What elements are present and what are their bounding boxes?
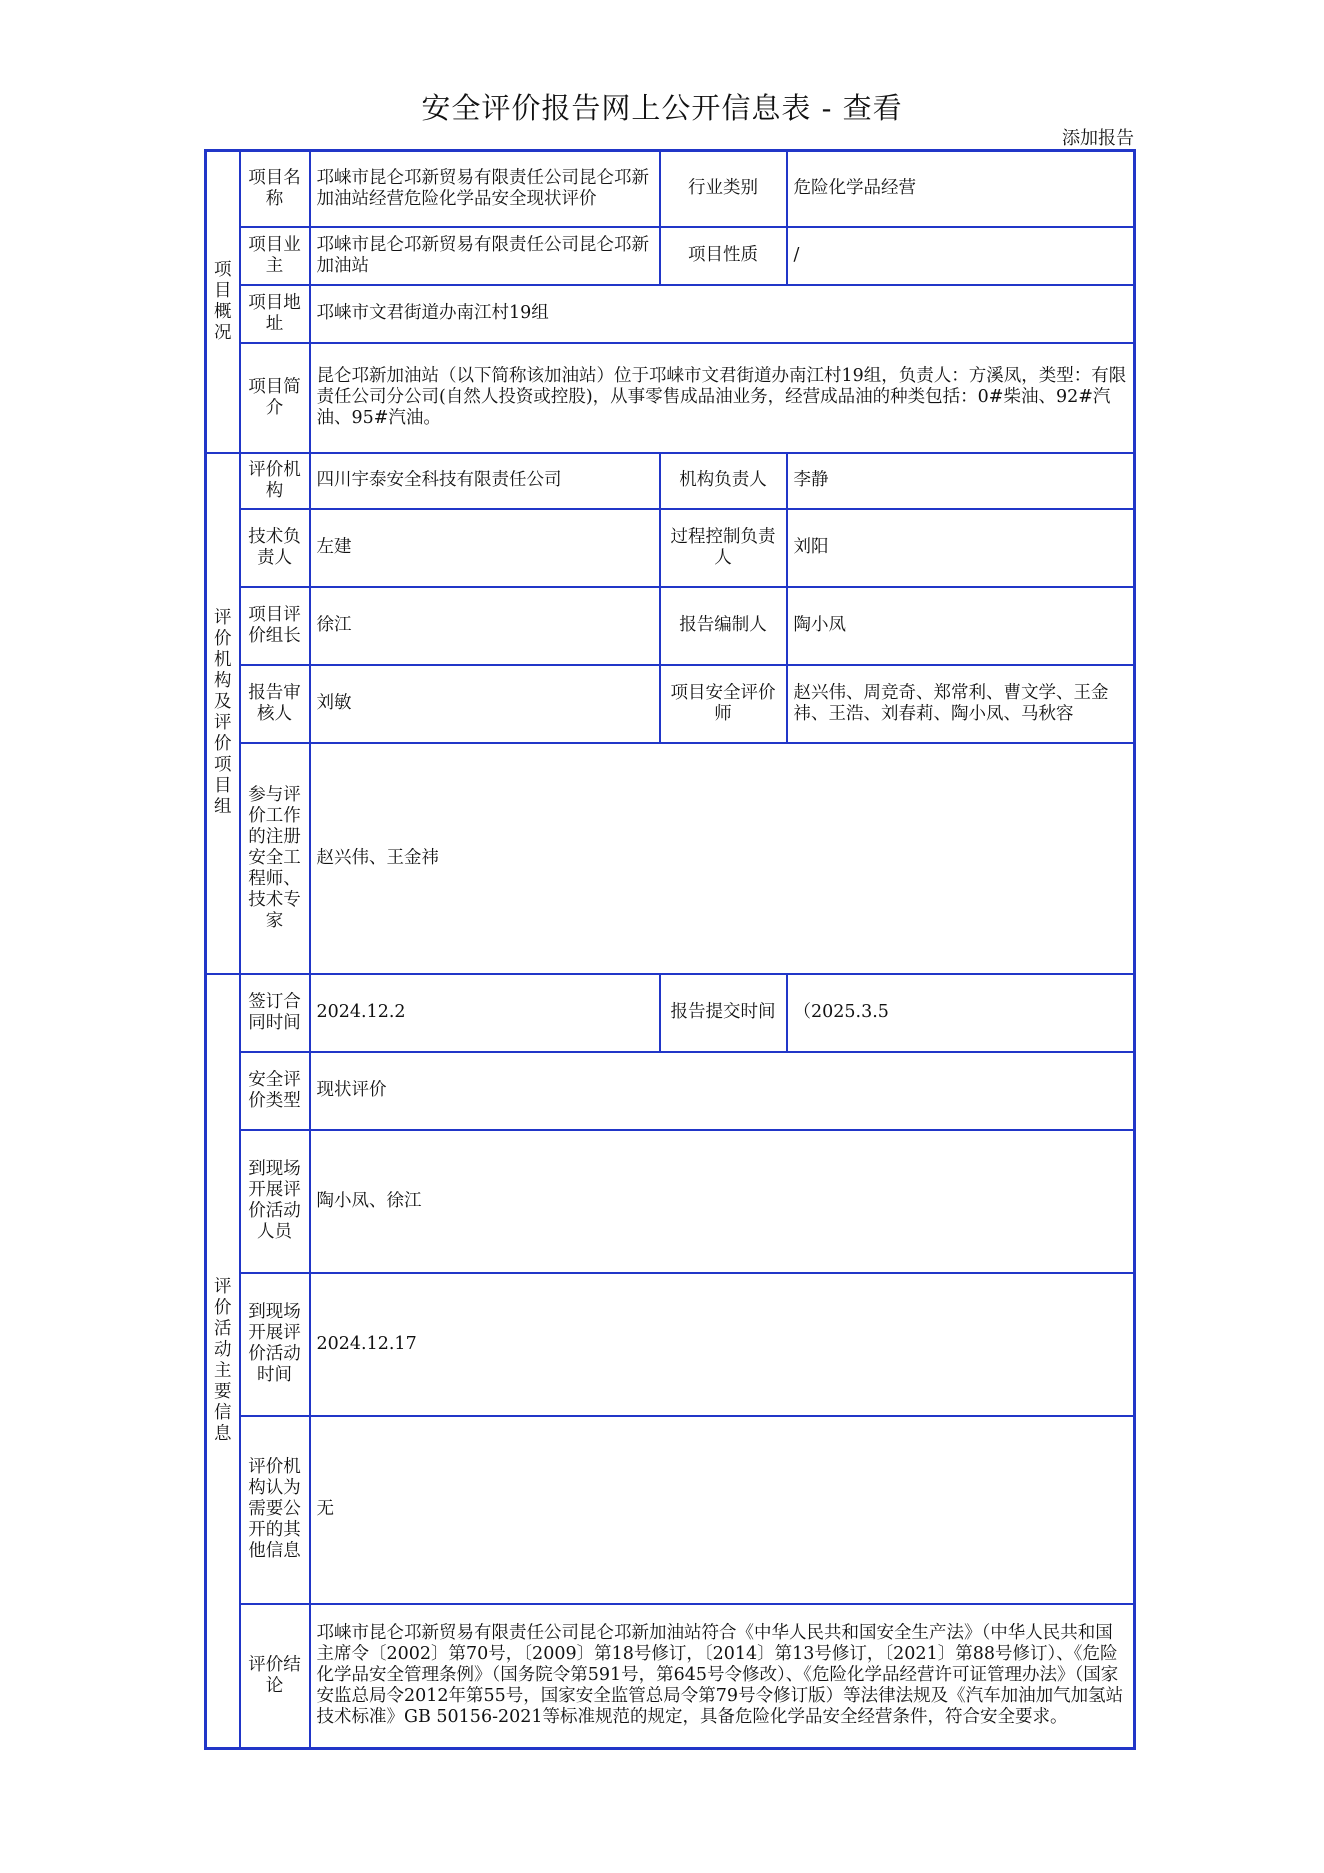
onsite-time-label: 到现场开展评价活动时间 [240,1273,310,1416]
tech-head-value: 左建 [310,509,660,587]
project-address-value: 邛崃市文君街道办南江村19组 [310,285,1135,343]
project-address-label: 项目地址 [240,285,310,343]
project-name-value: 邛崃市昆仑邛新贸易有限责任公司昆仑邛新加油站经营危险化学品安全现状评价 [310,151,660,227]
process-head-label: 过程控制负责人 [660,509,787,587]
agency-label: 评价机构 [240,453,310,509]
info-table [204,149,1136,1750]
report-reviewer-value: 刘敏 [310,665,660,743]
assessment-type-value: 现状评价 [310,1052,1135,1130]
engineers-value: 赵兴伟、王金祎 [310,743,1135,974]
conclusion-label: 评价结论 [240,1604,310,1749]
engineers-label: 参与评价工作的注册安全工程师、技术专家 [240,743,310,974]
project-owner-value: 邛崃市昆仑邛新贸易有限责任公司昆仑邛新加油站 [310,227,660,285]
process-head-value: 刘阳 [787,509,1135,587]
table-row [206,743,1135,974]
section-org-label: 评价机构及评价项目组 [206,453,240,974]
industry-label: 行业类别 [660,151,787,227]
table-row [206,1130,1135,1273]
submit-time-label: 报告提交时间 [660,974,787,1052]
tech-head-label: 技术负责人 [240,509,310,587]
page-title: 安全评价报告网上公开信息表 - 查看 [421,91,903,125]
table-row [206,343,1135,453]
table-row [206,453,1135,509]
submit-time-value: （2025.3.5 [787,974,1135,1052]
table-row [206,1604,1135,1749]
table-row [206,1052,1135,1130]
other-info-value: 无 [310,1416,1135,1604]
team-leader-value: 徐江 [310,587,660,665]
assessment-type-label: 安全评价类型 [240,1052,310,1130]
onsite-staff-label: 到现场开展评价活动人员 [240,1130,310,1273]
table-row [206,151,1135,227]
safety-assessors-value: 赵兴伟、周竞奇、郑常利、曹文学、王金祎、王浩、刘春莉、陶小凤、马秋容 [787,665,1135,743]
table-row [206,1416,1135,1604]
table-row [206,509,1135,587]
table-row [206,665,1135,743]
project-owner-label: 项目业主 [240,227,310,285]
table-row [206,974,1135,1052]
onsite-time-value: 2024.12.17 [310,1273,1135,1416]
table-row [206,227,1135,285]
section-overview-label: 项目概况 [206,151,240,453]
project-nature-label: 项目性质 [660,227,787,285]
agency-value: 四川宇泰安全科技有限责任公司 [310,453,660,509]
contract-time-label: 签订合同时间 [240,974,310,1052]
project-name-label: 项目名称 [240,151,310,227]
table-row [206,1273,1135,1416]
report-compiler-value: 陶小凤 [787,587,1135,665]
table-row [206,285,1135,343]
safety-assessors-label: 项目安全评价师 [660,665,787,743]
project-intro-value: 昆仑邛新加油站（以下简称该加油站）位于邛崃市文君街道办南江村19组，负责人：方溪凤，类型：有限责任公司分公司(自然人投资或控股)，从事零售成品油业务，经营成品油的种类包括：0#柴油、92#汽油、95#汽油。 [310,343,1135,453]
report-reviewer-label: 报告审核人 [240,665,310,743]
industry-value: 危险化学品经营 [787,151,1135,227]
onsite-staff-value: 陶小凤、徐江 [310,1130,1135,1273]
other-info-label: 评价机构认为需要公开的其他信息 [240,1416,310,1604]
add-report-link[interactable]: 添加报告 [1062,128,1134,149]
section-activity-label: 评价活动主要信息 [206,974,240,1749]
agency-head-value: 李静 [787,453,1135,509]
project-intro-label: 项目简介 [240,343,310,453]
project-nature-value: / [787,227,1135,285]
table-row [206,587,1135,665]
team-leader-label: 项目评价组长 [240,587,310,665]
agency-head-label: 机构负责人 [660,453,787,509]
contract-time-value: 2024.12.2 [310,974,660,1052]
conclusion-value: 邛崃市昆仑邛新贸易有限责任公司昆仑邛新加油站符合《中华人民共和国安全生产法》（中华人民共和国主席令〔2002〕第70号，〔2009〕第18号修订，〔2014〕第13号修订，〔2021〕第88号修订）、《危险化学品安全管理条例》（国务院令第591号，第645号令修改）、《危险化学品经营许可证管理办法》（国家安监总局令2012年第55号，国家安全监管总局令第79号令修订版）等法律法规及《汽车加油加气加氢站技术标准》GB 50156-2021等标准规范的规定，具备危险化学品安全经营条件，符合安全要求。 [310,1604,1135,1749]
report-compiler-label: 报告编制人 [660,587,787,665]
